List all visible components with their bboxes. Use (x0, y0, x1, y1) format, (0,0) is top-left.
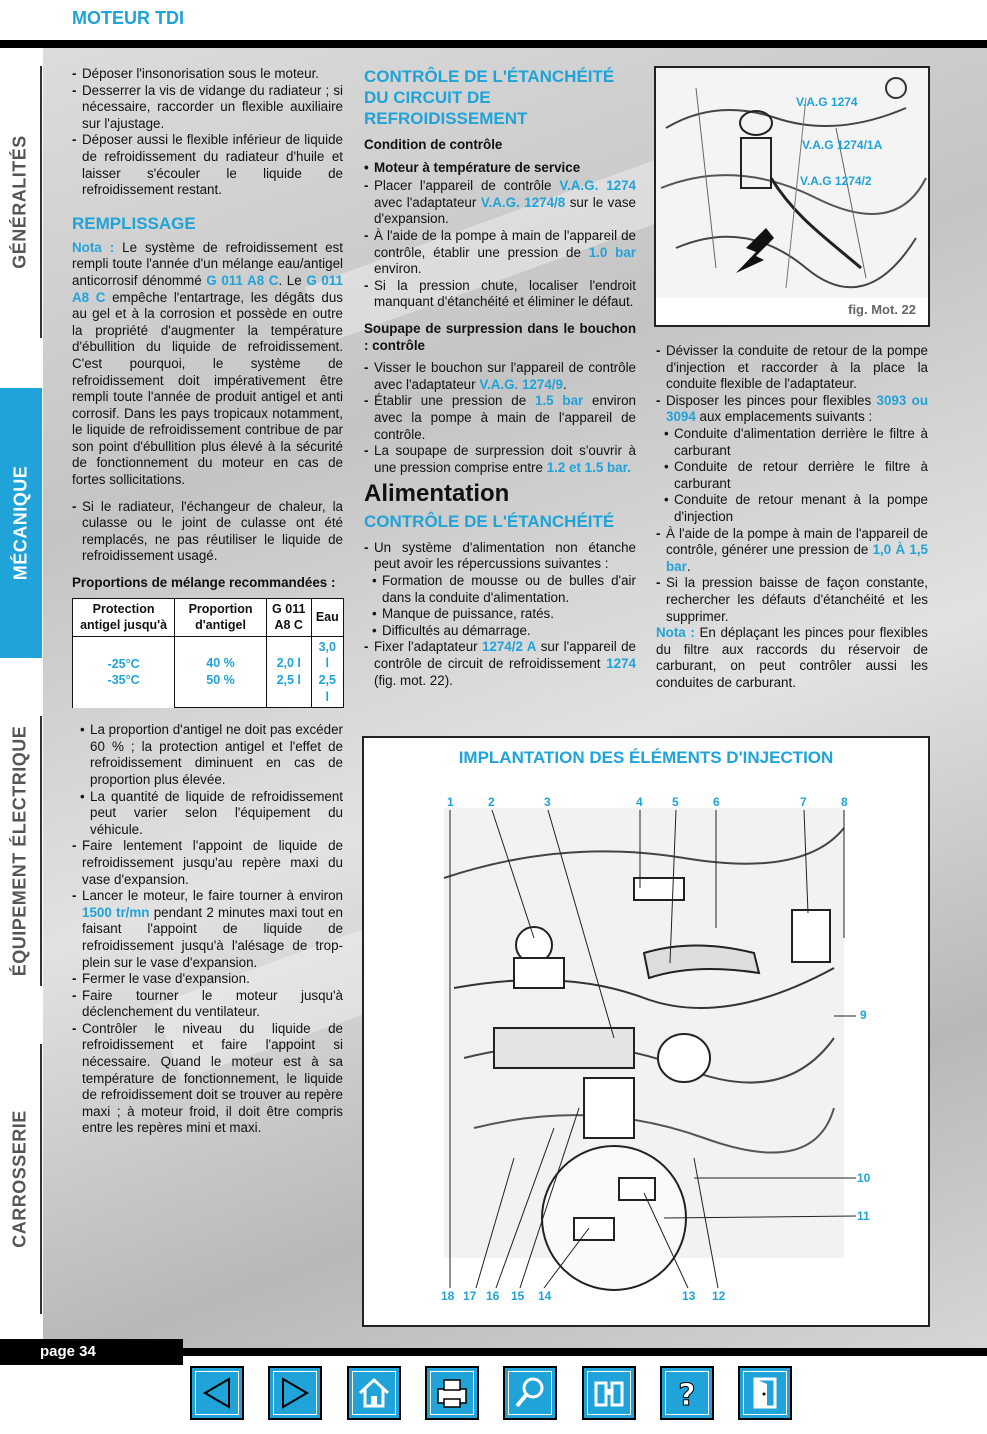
figure-mot-22 (654, 66, 930, 327)
tool-reference: 3093 ou 3094 (666, 392, 928, 425)
instruction-item: - Si la pression baisse de façon constante, rechercher les défauts d'étanchéité et les supprimer. (656, 575, 928, 625)
arrow-left-icon (199, 1375, 235, 1411)
condition-item: • Moteur à température de service (364, 160, 636, 177)
table-cell-value: -35°C (107, 673, 140, 688)
instruction-text: Lancer le moteur, le faire tourner à environ (82, 888, 343, 904)
injection-layout-figure (362, 736, 930, 1327)
instruction-item (364, 639, 636, 689)
binoculars-icon (591, 1375, 627, 1411)
callout-number: 4 (636, 795, 643, 809)
instruction-text: À l'aide de la pompe à main de l'appareil de contrôle, établir une pression de (374, 227, 636, 260)
callout-number: 6 (713, 795, 720, 809)
callout-number: 11 (857, 1209, 870, 1223)
mixture-table (72, 598, 344, 709)
instruction-text: aux emplacements suivants : (699, 409, 873, 425)
help-button[interactable] (660, 1366, 714, 1420)
instruction-item: - Fermer le vase d'expansion. (72, 971, 343, 988)
figure-label: V.A.G 1274/1A (802, 138, 883, 152)
instruction-item (364, 178, 636, 228)
instruction-item: - Faire lentement l'appoint de liquide de refroidissement jusqu'au repère maxi du vase d'expansion. (72, 838, 343, 888)
value-highlight: 1.0 bar (588, 244, 636, 260)
exit-button[interactable] (738, 1366, 792, 1420)
sidebar-tab-label: GÉNÉRALITÉS (9, 135, 30, 269)
instruction-item (364, 360, 636, 393)
callout-number: 7 (800, 795, 807, 809)
bullet-item: • Formation de mousse ou de bulles d'air dans la conduite d'alimentation. (372, 573, 636, 606)
bullet-item: • Difficultés au démarrage. (372, 623, 636, 640)
instruction-item (72, 888, 343, 971)
instruction-text: sur le vase d'expansion. (374, 194, 636, 227)
print-button[interactable] (425, 1366, 479, 1420)
value-highlight: 1.5 bar (535, 393, 584, 409)
instruction-item: - Si la pression chute, localiser l'endroit manquant d'étanchéité et éliminer le défaut. (364, 278, 636, 311)
bullet-item: • La quantité de liquide de refroidissement peut varier selon l'équipement du véhicule. (80, 789, 343, 839)
instruction-text: avec l'adaptateur (374, 194, 477, 210)
nota-text: empêche l'entartrage, les dégâts dus au gel et à la corrosion et possède en outre la propriété d'augmenter la température d'ébullition du liquide de refroidissement. C'est pourquoi, le système de refroidissement doit impérativement être rempli toute l'année de produit antigel et anti corrosif. Dans les pays tropicaux notamment, le liquide de refroidissement contribue de par son point d'ébullition plus élevé à la sécurité de fonctionnement du moteur en cas de fortes sollicitations. (72, 289, 343, 488)
callout-number: 5 (672, 795, 679, 809)
header-rule (0, 40, 987, 48)
next-page-button[interactable] (268, 1366, 322, 1420)
search-button[interactable] (503, 1366, 557, 1420)
sidebar-tab-label: ÉQUIPEMENT ÉLECTRIQUE (9, 725, 30, 977)
search-icon (512, 1375, 548, 1411)
instruction-item: - Desserrer la vis de vidange du radiateur ; si nécessaire, raccorder un flexible auxiliaire sur l'ajustage. (72, 83, 343, 133)
instruction-item: - Contrôler le niveau du liquide de refroidissement et faire l'appoint si nécessaire. Quand le moteur est à sa température de fonctionnement, le liquide de refroidissement doit se trouver au repère maxi ; à moteur froid, il doit être compris entre les repères mini et maxi. (72, 1021, 343, 1137)
instruction-text: sur l'appareil de contrôle de circuit de refroidissement (374, 639, 636, 672)
column-left (72, 66, 343, 1137)
instruction-item (656, 393, 928, 426)
sidebar-tab-equipement-electrique[interactable] (0, 716, 42, 986)
table-cell-value: 2,5 l (318, 673, 336, 704)
previous-page-button[interactable] (190, 1366, 244, 1420)
instruction-text: Disposer les pinces pour flexibles (666, 392, 872, 408)
callout-number: 13 (682, 1289, 696, 1303)
table-cell-value: 2,5 l (276, 673, 301, 687)
section-title-etancheite: CONTRÔLE DE L'ÉTANCHÉITÉ (364, 511, 615, 531)
home-icon (356, 1375, 392, 1411)
table-header-row (73, 598, 344, 636)
bullet-item: • Conduite de retour derrière le filtre à carburant (664, 459, 928, 492)
tool-reference: V.A.G. 1274/8 (480, 194, 566, 210)
help-icon (669, 1375, 705, 1411)
nota-paragraph (72, 240, 343, 489)
instruction-text: Visser le bouchon sur l'appareil de contrôle avec l'adaptateur (374, 360, 636, 392)
nota-text: En déplaçant les pinces pour flexibles du filtre aux raccords du réservoir de carburant, on peut contrôler aussi les conduites de carburant. (656, 625, 929, 690)
sidebar-tab-label: CARROSSERIE (9, 1110, 30, 1248)
instruction-text: pendant 2 minutes maxi tout en faisant l'appoint de liquide de refroidissement jusqu'à l'alésage de trop-plein sur le vase d'expansion. (82, 904, 343, 970)
product-code: G 011 A8 C (72, 272, 343, 305)
nota-text: . Le (278, 272, 302, 288)
page-number: page 34 (0, 1339, 183, 1365)
instruction-text: . (686, 558, 691, 574)
tool-reference: 1274/2 A (481, 639, 537, 655)
proportions-title: Proportions de mélange recommandées : (72, 575, 336, 591)
instruction-text: . (562, 376, 567, 392)
injection-figure-title: IMPLANTATION DES ÉLÉMENTS D'INJECTION (458, 748, 834, 767)
table-cell (175, 636, 267, 707)
tool-reference: V.A.G. 1274/9 (479, 376, 563, 392)
callout-number: 14 (538, 1289, 552, 1303)
section-title-remplissage: REMPLISSAGE (72, 213, 196, 233)
callout-number: 9 (860, 1008, 867, 1022)
tool-reference: 1274 (606, 656, 636, 672)
table-cell (73, 636, 175, 707)
print-icon (434, 1375, 470, 1411)
page-header-title: MOTEUR TDI (72, 8, 184, 28)
callout-number: 12 (712, 1289, 726, 1303)
callout-number: 17 (463, 1289, 477, 1303)
callout-number: 1 (447, 795, 454, 809)
nota-paragraph (656, 625, 928, 691)
figure-caption: fig. Mot. 22 (848, 302, 916, 317)
table-header: Eau (311, 598, 343, 636)
instruction-item: - Un système d'alimentation non étanche peut avoir les répercussions suivantes : (364, 540, 636, 573)
value-highlight: 1500 tr/mn (82, 904, 150, 920)
table-cell (266, 636, 311, 707)
callout-number: 10 (857, 1171, 871, 1185)
engine-illustration (656, 68, 928, 325)
bullet-item: • La proportion d'antigel ne doit pas excéder 60 % ; la protection antigel et l'effet de refroidissement diminuent en cas de proportion plus élevée. (80, 722, 343, 788)
section-title-etancheite-refroidissement: CONTRÔLE DE L'ÉTANCHÉITÉ DU CIRCUIT DE REFROIDISSEMENT (364, 67, 615, 128)
instruction-text: Fixer l'adaptateur (374, 639, 478, 655)
condition-title: Condition de contrôle (364, 137, 503, 152)
instruction-text: (fig. mot. 22). (374, 672, 453, 688)
table-header: Protection antigel jusqu'à (73, 598, 175, 636)
binoculars-button[interactable] (582, 1366, 636, 1420)
instruction-text: Établir une pression de (374, 393, 527, 409)
instruction-item: - Dévisser la conduite de retour de la pompe d'injection et raccorder à la place la conduite flexible de l'adaptateur. (656, 343, 928, 393)
instruction-text: environ. (374, 261, 422, 277)
nota-text: Le système de refroidissement est rempli toute l'année d'un mélange eau/antigel anticorrosif dénommé (72, 239, 343, 288)
table-cell-value: 3,0 l (318, 639, 336, 671)
bullet-item: • Conduite d'alimentation derrière le filtre à carburant (664, 426, 928, 459)
callout-number: 2 (488, 795, 495, 809)
instruction-item (656, 526, 928, 576)
instruction-text: environ avec la pompe à main de l'appareil de contrôle. (374, 393, 636, 442)
callout-number: 15 (511, 1289, 525, 1303)
sidebar-tab-mecanique[interactable] (0, 388, 42, 658)
column-right (656, 343, 928, 691)
instruction-item: - Faire tourner le moteur jusqu'à déclenchement du ventilateur. (72, 988, 343, 1021)
instruction-item (364, 443, 636, 476)
value-highlight: 1,0 À 1,5 bar (666, 542, 928, 574)
section-title-alimentation: Alimentation (364, 480, 510, 508)
bullet-item: • Manque de puissance, ratés. (372, 606, 636, 623)
figure-label: V.A.G 1274/2 (800, 174, 872, 188)
exit-icon (747, 1375, 783, 1411)
instruction-item (364, 393, 636, 443)
table-cell-value: -25°C (107, 656, 140, 671)
nota-label: Nota : (72, 239, 115, 255)
table-cell-value: 40 % (206, 656, 235, 671)
sidebar-tab-label: MÉCANIQUE (10, 465, 31, 581)
arrow-right-icon (277, 1375, 313, 1411)
sidebar-tab-carrosserie[interactable] (0, 1044, 42, 1314)
home-button[interactable] (347, 1366, 401, 1420)
instruction-item: - Déposer aussi le flexible inférieur de liquide de refroidissement du radiateur d'huile et laisser s'écouler le liquide de refroidissement restant. (72, 132, 343, 198)
value-highlight: 1.2 et 1.5 bar. (546, 459, 631, 475)
table-header: Proportion d'antigel (175, 598, 267, 636)
sidebar-tab-generalites[interactable] (0, 66, 42, 338)
table-cell-value: 2,0 l (276, 656, 301, 671)
callout-number: 16 (486, 1289, 500, 1303)
bullet-item: • Conduite de retour menant à la pompe d'injection (664, 492, 928, 525)
callout-number: 3 (544, 795, 551, 809)
table-cell-value: 50 % (206, 673, 235, 687)
svg-text:?: ? (678, 1378, 696, 1411)
instruction-item: - Déposer l'insonorisation sous le moteur. (72, 66, 343, 83)
figure-label: V.A.G 1274 (796, 95, 858, 109)
soupape-title: Soupape de surpression dans le bouchon : contrôle (364, 320, 636, 353)
instruction-text: Placer l'appareil de contrôle (374, 178, 552, 194)
instruction-item: - Si le radiateur, l'échangeur de chaleur, la culasse ou le joint de culasse ont été remplacés, ne pas réutiliser le liquide de refroidissement usagé. (72, 499, 343, 565)
callout-number: 8 (841, 795, 848, 809)
nota-label: Nota : (656, 625, 695, 641)
table-cell (311, 636, 343, 707)
column-middle (364, 66, 636, 689)
injection-illustration (364, 738, 928, 1325)
instruction-text: À l'aide de la pompe à main de l'appareil de contrôle, générer une pression de (666, 525, 928, 558)
instruction-text: La soupape de surpression doit s'ouvrir à une pression comprise entre (374, 443, 636, 475)
instruction-item (364, 228, 636, 278)
table-row (73, 636, 344, 707)
product-code: G 011 A8 C (206, 272, 279, 288)
table-header: G 011 A8 C (266, 598, 311, 636)
callout-number: 18 (441, 1289, 455, 1303)
tool-reference: V.A.G. 1274 (559, 178, 636, 194)
